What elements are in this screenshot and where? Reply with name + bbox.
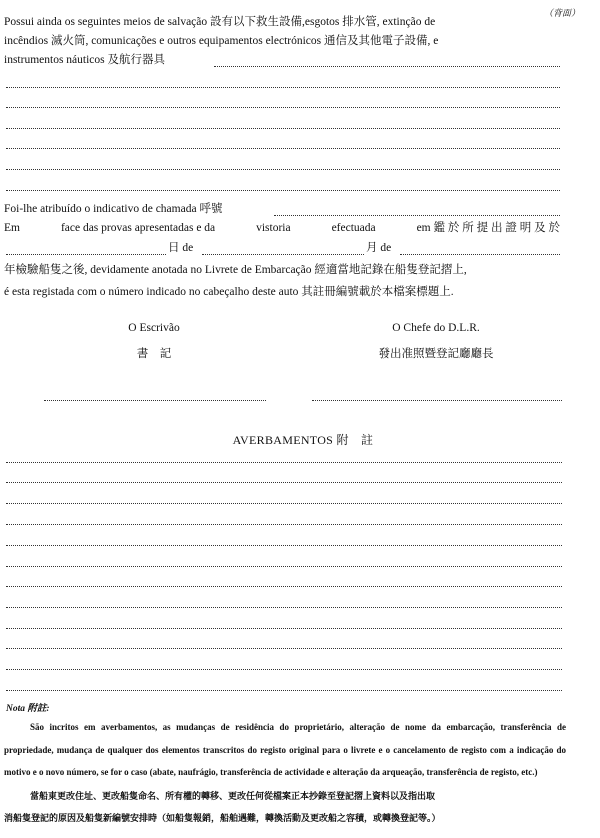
month-field[interactable] (202, 254, 364, 255)
annotation-line[interactable] (6, 482, 562, 483)
equipment-fill-line[interactable] (214, 66, 560, 67)
inspection-word: vistoria (256, 222, 291, 234)
annotation-line[interactable] (6, 607, 562, 608)
day-field[interactable] (6, 254, 166, 255)
inspection-word: Em (4, 222, 20, 234)
clerk-signature-line[interactable] (44, 400, 266, 401)
annotation-line[interactable] (6, 462, 562, 463)
inspection-word: efectuada (331, 222, 376, 234)
fill-line[interactable] (6, 148, 560, 149)
annotation-line[interactable] (6, 524, 562, 525)
annotation-line[interactable] (6, 545, 562, 546)
safety-equipment-line-1: Possui ainda os seguintes meios de salvação 設有以下救生設備,esgotos 排水管, extinção de (4, 16, 436, 28)
annotation-line[interactable] (6, 648, 562, 649)
inspection-statement (4, 220, 560, 237)
clerk-title-pt: O Escrivão (128, 322, 180, 334)
note-text-zh-1: 當船東更改住址、更改船隻命名、所有權的轉移、更改任何從檔案正本抄錄至登記摺上資料以及指出取 (30, 790, 436, 801)
chief-title-pt: O Chefe do D.L.R. (392, 322, 480, 334)
annotation-line[interactable] (6, 690, 562, 691)
note-text-pt: São incritos em averbamentos, as mudanças de residência do proprietário, alteração de nome da embarcação, transferência de propriedade, mudança de qualquer dos elementos transcritos do registo original para o livrete e o cancelamento de registo com a indicação do motivo e o novo número, se for o caso (abate, naufrágio, transferência de actividade e alteração da arqueação, transferência de registo, etc.) (4, 722, 566, 777)
registration-note-line-1: 年檢驗船隻之後, devidamente anotada no Livrete de Embarcação 經適當地記錄在船隻登記摺上, (4, 264, 467, 276)
annotation-line[interactable] (6, 628, 562, 629)
month-label: 月 de (366, 242, 392, 254)
page-side-label: （背面） (543, 8, 580, 18)
note-body (4, 716, 566, 830)
safety-equipment-line-3: instrumentos náuticos 及航行器具 (4, 54, 165, 66)
registration-note-line-2: é esta registada com o número indicado no cabeçalho deste auto 其註冊編號載於本檔案標題上. (4, 286, 454, 298)
fill-line[interactable] (6, 128, 560, 129)
year-field[interactable] (400, 254, 560, 255)
fill-line[interactable] (6, 190, 560, 191)
note-label: Nota 附註: (6, 704, 50, 714)
inspection-word: em 鑑 於 所 提 出 證 明 及 於 (416, 222, 560, 234)
annotation-line[interactable] (6, 503, 562, 504)
chief-title-zh: 發出准照暨登記廳廳長 (378, 348, 494, 360)
chief-signature-line[interactable] (312, 400, 562, 401)
fill-line[interactable] (6, 169, 560, 170)
clerk-title-zh: 書 記 (136, 348, 172, 360)
fill-line[interactable] (6, 87, 560, 88)
safety-equipment-line-2: incêndios 滅火筒, comunicações e outros equipamentos electrónicos 通信及其他電子設備, e (4, 35, 439, 47)
annotation-line[interactable] (6, 586, 562, 587)
annotations-heading: AVERBAMENTOS 附 註 (232, 433, 374, 447)
annotation-line[interactable] (6, 669, 562, 670)
annotation-line[interactable] (6, 566, 562, 567)
note-text-zh-2: 消船隻登記的原因及船隻新編號安排時（如船隻報銷，船舶遇難，轉換活動及更改船之容積，或轉換登記等。） (4, 813, 441, 823)
call-sign-field[interactable] (274, 215, 560, 216)
call-sign-label: Foi-lhe atribuído o indicativo de chamada 呼號 (4, 203, 223, 215)
fill-line[interactable] (6, 107, 560, 108)
day-label: 日 de (168, 242, 194, 254)
inspection-word: face das provas apresentadas e da (60, 222, 216, 234)
